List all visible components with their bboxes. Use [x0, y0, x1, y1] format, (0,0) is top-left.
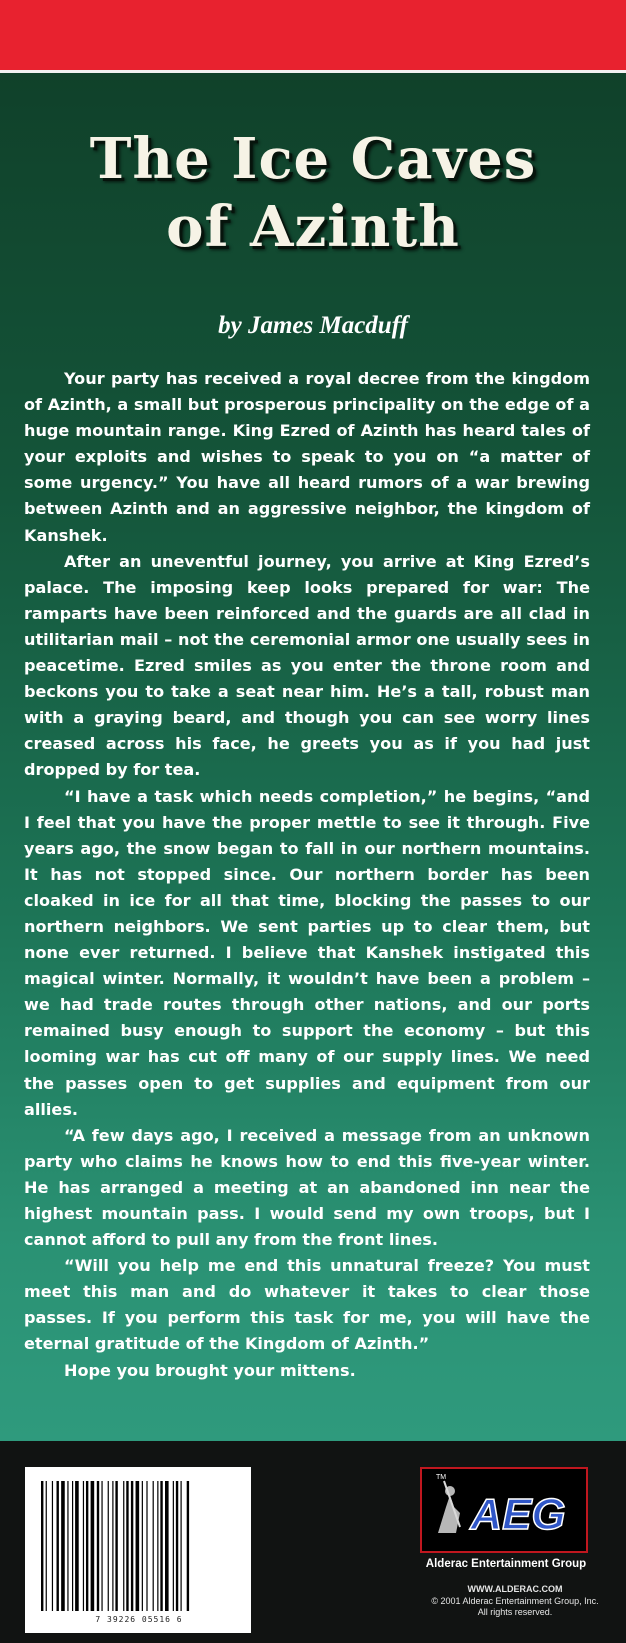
website-url[interactable]: WWW.ALDERAC.COM [467, 1584, 563, 1594]
aeg-logo [420, 1467, 588, 1553]
barcode-bar [97, 1481, 99, 1611]
barcode-bar [83, 1481, 84, 1611]
synopsis-text [24, 366, 590, 1384]
barcode-bar [112, 1481, 113, 1611]
barcode-bar [57, 1481, 59, 1611]
barcode-bar [165, 1481, 169, 1611]
paragraph: Your party has received a royal decree from the kingdom of Azinth, a small but prosperous principality on the edge of a huge mountain range. King Ezred of Azinth has heard tales of your exploits and wishes to speak to you on “a matter of some urgency.” You have all heard rumors of a war brewing between Azinth and an aggressive neighbor, the kingdom of Kanshek. [24, 369, 590, 545]
barcode-bar [153, 1481, 154, 1611]
barcode-bar [108, 1481, 109, 1611]
paragraph: “Will you help me end this unnatural freeze? You must meet this man and do whatever it takes to clear those passes. If you perform this task for me, you will have the eternal gratitude of the Kingdom of Azinth.” [24, 1256, 590, 1354]
barcode [25, 1467, 251, 1633]
title-line-2: of Azinth [166, 194, 460, 260]
author-byline: by James Macduff [218, 312, 408, 339]
paragraph: Hope you brought your mittens. [64, 1360, 356, 1380]
paragraph: “A few days ago, I received a message from an unknown party who claims he knows how to end this five-year winter. He has arranged a meeting at an abandoned inn near the highest mountain pass. I would send my own troops, but I cannot afford to pull any from the front lines. [24, 1125, 590, 1250]
logo-text: AEG [470, 1490, 566, 1539]
trademark-mark: TM [436, 1474, 447, 1481]
top-red-band [0, 0, 626, 70]
barcode-bar [72, 1481, 73, 1611]
barcode-bar [142, 1481, 143, 1611]
module-title [0, 125, 626, 261]
copyright-notice: © 2001 Alderac Entertainment Group, Inc. All rights reserved. [431, 1596, 599, 1617]
barcode-bar [187, 1481, 189, 1611]
barcode-bar [101, 1481, 102, 1611]
barcode-bar [67, 1481, 68, 1611]
barcode-bar [160, 1481, 162, 1611]
barcode-bar [136, 1481, 140, 1611]
barcode-bar [115, 1481, 117, 1611]
barcode-bar [61, 1481, 65, 1611]
barcode-bar [131, 1481, 133, 1611]
barcode-bar [86, 1481, 88, 1611]
barcode-bar [176, 1481, 178, 1611]
barcode-bar [157, 1481, 158, 1611]
paragraph: After an uneventful journey, you arrive at King Ezred’s palace. The imposing keep looks prepared for war: The ramparts have been reinforced and the guards are all clad in utilitarian mail – not the ceremonial armor one usually sees in peacetime. Ezred smiles as you enter the throne room and beckons you to take a seat near him. He’s a tall, robust man with a graying beard, and though you can see worry lines creased across his face, he greets you as if you had just dropped by for tea. [24, 551, 590, 780]
barcode-bar [173, 1481, 174, 1611]
title-line-1: The Ice Caves [89, 126, 537, 192]
barcode-bar [181, 1481, 182, 1611]
aeg-logo-graphic [420, 1467, 588, 1553]
barcode-bar [126, 1481, 128, 1611]
barcode-bar [46, 1481, 47, 1611]
barcode-digits: 7 39226 05516 6 [95, 1615, 183, 1624]
barcode-bar [123, 1481, 124, 1611]
barcode-bar [52, 1481, 53, 1611]
paragraph: “I have a task which needs completion,” he begins, “and I feel that you have the proper mettle to see it through. Five years ago, the snow began to fall in our northern mountains. It has not stopped since. Our northern border has been cloaked in ice for all that time, blocking the passes to our northern neighbors. We sent parties up to clear them, but none ever returned. I believe that Kanshek instigated this magical winter. Normally, it wouldn’t have been a problem – we had trade routes through other nations, and our ports remained busy enough to support the economy – but this looming war has cut off many of our supply lines. We need the passes open to get supplies and equipment from our allies. [24, 786, 590, 1119]
barcode-bar [41, 1481, 43, 1611]
barcode-bar [75, 1481, 79, 1611]
publisher-name: Alderac Entertainment Group [425, 1558, 587, 1570]
barcode-bar [146, 1481, 147, 1611]
barcode-bar [91, 1481, 95, 1611]
barcode-bars [25, 1467, 251, 1633]
